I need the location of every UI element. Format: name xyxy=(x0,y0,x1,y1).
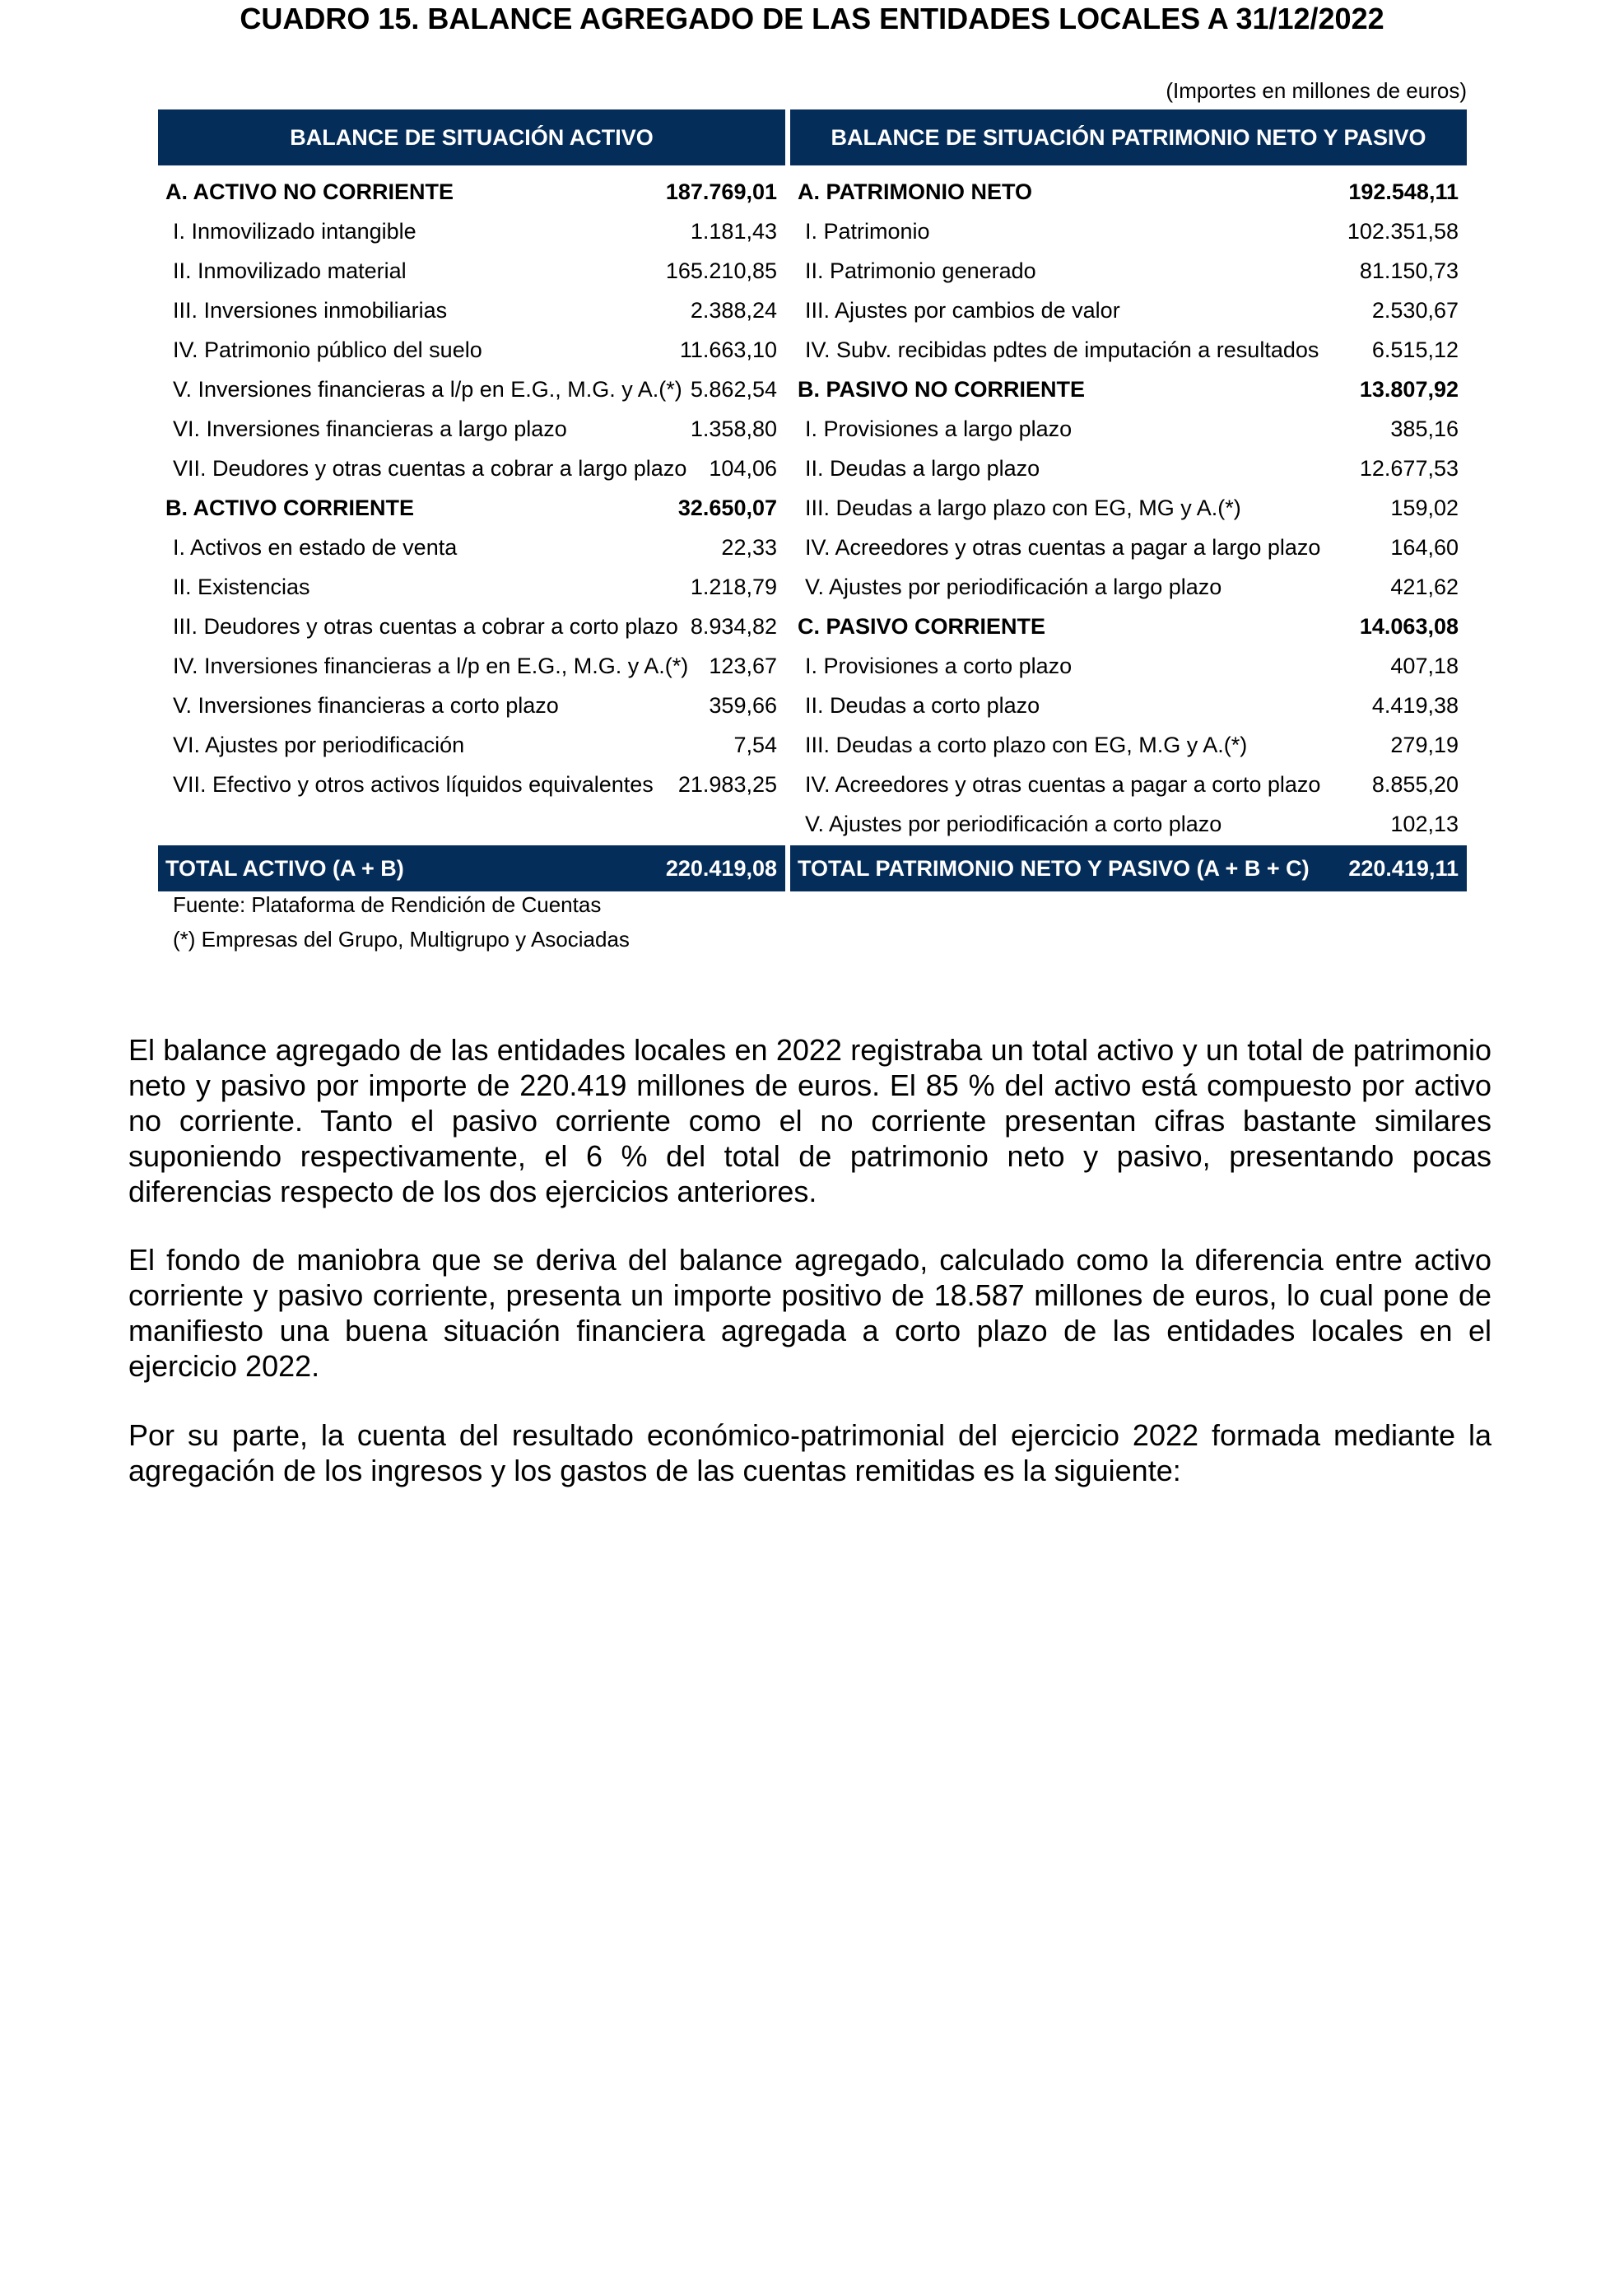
left-row-label: VI. Ajustes por periodificación xyxy=(173,732,465,757)
table-row xyxy=(790,567,1467,607)
table-row xyxy=(790,409,1467,449)
table-row xyxy=(158,646,785,686)
left-row-value: 2.388,24 xyxy=(690,297,777,323)
right-row-value: 12.677,53 xyxy=(1359,455,1459,481)
left-row-value: 187.769,01 xyxy=(665,179,777,204)
left-row-label: VI. Inversiones financieras a largo plazo xyxy=(173,416,567,441)
table-row xyxy=(158,291,785,330)
balance-table xyxy=(158,109,1467,891)
paragraph-3: Por su parte, la cuenta del resultado económico-patrimonial del ejercicio 2022 formada mediante la agregación de los ingresos y los gastos de las cuentas remitidas es la siguiente: xyxy=(128,1418,1491,1487)
table-row xyxy=(790,765,1467,804)
left-row-label: A. ACTIVO NO CORRIENTE xyxy=(165,179,454,204)
right-row-value: 164,60 xyxy=(1390,534,1459,560)
right-row-label: B. PASIVO NO CORRIENTE xyxy=(798,376,1086,402)
left-row-label: IV. Inversiones financieras a l/p en E.G., M.G. y A.(*) xyxy=(173,653,689,678)
source-note: Fuente: Plataforma de Rendición de Cuentas xyxy=(173,892,602,917)
left-row-value: 5.862,54 xyxy=(690,376,777,402)
table-row xyxy=(158,804,785,844)
table-row xyxy=(790,607,1467,646)
table-row xyxy=(790,686,1467,725)
table-row xyxy=(790,804,1467,844)
header-equity-liabilities: BALANCE DE SITUACIÓN PATRIMONIO NETO Y PASIVO xyxy=(790,109,1467,165)
right-row-label: C. PASIVO CORRIENTE xyxy=(798,613,1046,639)
table-row xyxy=(158,725,785,765)
right-row-label: III. Deudas a largo plazo con EG, MG y A.(*) xyxy=(805,495,1241,520)
right-row-value: 14.063,08 xyxy=(1359,613,1459,639)
table-row xyxy=(158,172,785,212)
table-row xyxy=(158,765,785,804)
left-row-value: 104,06 xyxy=(709,455,777,481)
left-row-label: IV. Patrimonio público del suelo xyxy=(173,337,482,362)
table-body xyxy=(158,165,1467,844)
table-row xyxy=(790,212,1467,251)
left-row-value: 22,33 xyxy=(721,534,777,560)
left-row-label: II. Existencias xyxy=(173,574,310,599)
table-row xyxy=(158,607,785,646)
total-equity-liabilities-label: TOTAL PATRIMONIO NETO Y PASIVO (A + B + C) xyxy=(798,855,1310,881)
left-row-value: 21.983,25 xyxy=(677,771,777,797)
paragraph-1: El balance agregado de las entidades locales en 2022 registraba un total activo y un total de patrimonio neto y pasivo por importe de 220.419 millones de euros. El 85 % del activo está compuesto por activo no corriente. Tanto el pasivo corriente como el no corriente presentan cifras bastante similares suponiendo respectivamente, el 6 % del total de patrimonio neto y pasivo, presentando pocas diferencias respecto de los dos ejercicios anteriores. xyxy=(128,1033,1491,1208)
right-row-label: IV. Acreedores y otras cuentas a pagar a largo plazo xyxy=(805,534,1321,560)
right-row-value: 421,62 xyxy=(1390,574,1459,599)
left-row-value: 165.210,85 xyxy=(665,258,777,283)
total-equity-liabilities xyxy=(790,845,1467,891)
table-row xyxy=(790,528,1467,567)
right-row-value: 81.150,73 xyxy=(1359,258,1459,283)
right-row-value: 4.419,38 xyxy=(1371,692,1459,718)
right-row-label: A. PATRIMONIO NETO xyxy=(798,179,1033,204)
table-title: CUADRO 15. BALANCE AGREGADO DE LAS ENTIDADES LOCALES A 31/12/2022 xyxy=(240,2,1384,35)
right-row-label: I. Patrimonio xyxy=(805,218,930,244)
right-row-value: 102.351,58 xyxy=(1347,218,1459,244)
left-row-label: VII. Efectivo y otros activos líquidos equivalentes xyxy=(173,771,654,797)
left-row-value: 11.663,10 xyxy=(679,337,777,362)
total-assets-value: 220.419,08 xyxy=(665,855,777,881)
table-row xyxy=(158,488,785,528)
table-row xyxy=(790,449,1467,488)
table-row xyxy=(158,212,785,251)
left-row-value: 359,66 xyxy=(709,692,777,718)
table-row xyxy=(790,725,1467,765)
table-row xyxy=(790,488,1467,528)
left-row-label: I. Inmovilizado intangible xyxy=(173,218,416,244)
left-row-value: 32.650,07 xyxy=(677,495,777,520)
right-row-label: V. Ajustes por periodificación a corto plazo xyxy=(805,811,1222,836)
right-row-value: 102,13 xyxy=(1390,811,1459,836)
right-row-label: II. Deudas a largo plazo xyxy=(805,455,1040,481)
table-row xyxy=(790,370,1467,409)
right-row-label: V. Ajustes por periodificación a largo plazo xyxy=(805,574,1222,599)
paragraph-2: El fondo de maniobra que se deriva del balance agregado, calculado como la diferencia entre activo corriente y pasivo corriente, presenta un importe positivo de 18.587 millones de euros, lo cual pone de manifiesto una buena situación financiera agregada a corto plazo de las entidades locales en el ejercicio 2022. xyxy=(128,1243,1491,1383)
table-row xyxy=(158,251,785,291)
left-row-value: 123,67 xyxy=(709,653,777,678)
right-row-value: 159,02 xyxy=(1390,495,1459,520)
left-row-label: II. Inmovilizado material xyxy=(173,258,407,283)
right-row-value: 8.855,20 xyxy=(1371,771,1459,797)
table-row xyxy=(158,409,785,449)
table-row xyxy=(158,528,785,567)
assets-column xyxy=(158,172,785,844)
units-note: (Importes en millones de euros) xyxy=(1166,78,1467,103)
total-equity-liabilities-value: 220.419,11 xyxy=(1348,855,1459,881)
footnote: (*) Empresas del Grupo, Multigrupo y Asociadas xyxy=(173,927,630,952)
total-assets xyxy=(158,845,785,891)
left-row-label: III. Deudores y otras cuentas a cobrar a corto plazo xyxy=(173,613,678,639)
header-assets: BALANCE DE SITUACIÓN ACTIVO xyxy=(158,109,785,165)
total-assets-label: TOTAL ACTIVO (A + B) xyxy=(165,855,404,881)
table-row xyxy=(790,646,1467,686)
right-row-label: II. Patrimonio generado xyxy=(805,258,1036,283)
left-row-value: 1.218,79 xyxy=(690,574,777,599)
table-header xyxy=(158,109,1467,165)
right-row-label: III. Deudas a corto plazo con EG, M.G y A.(*) xyxy=(805,732,1248,757)
table-totals xyxy=(158,845,1467,891)
table-notes xyxy=(173,887,630,956)
right-row-value: 279,19 xyxy=(1390,732,1459,757)
table-row xyxy=(158,449,785,488)
left-row-value: 1.181,43 xyxy=(690,218,777,244)
table-row xyxy=(790,291,1467,330)
left-row-label: V. Inversiones financieras a corto plazo xyxy=(173,692,559,718)
table-row xyxy=(790,172,1467,212)
table-row xyxy=(158,686,785,725)
right-row-label: III. Ajustes por cambios de valor xyxy=(805,297,1120,323)
left-row-label: V. Inversiones financieras a l/p en E.G., M.G. y A.(*) xyxy=(173,376,682,402)
left-row-value: 8.934,82 xyxy=(690,613,777,639)
left-row-label: III. Inversiones inmobiliarias xyxy=(173,297,448,323)
right-row-label: II. Deudas a corto plazo xyxy=(805,692,1040,718)
left-row-label: I. Activos en estado de venta xyxy=(173,534,458,560)
left-row-label: B. ACTIVO CORRIENTE xyxy=(165,495,415,520)
table-row xyxy=(158,567,785,607)
left-row-value: 1.358,80 xyxy=(690,416,777,441)
left-row-label: VII. Deudores y otras cuentas a cobrar a largo plazo xyxy=(173,455,687,481)
right-row-value: 407,18 xyxy=(1390,653,1459,678)
equity-liabilities-column xyxy=(790,172,1467,844)
left-row-value: 7,54 xyxy=(733,732,777,757)
right-row-value: 6.515,12 xyxy=(1371,337,1459,362)
right-row-label: I. Provisiones a largo plazo xyxy=(805,416,1073,441)
table-row xyxy=(790,251,1467,291)
right-row-label: I. Provisiones a corto plazo xyxy=(805,653,1073,678)
right-row-label: IV. Acreedores y otras cuentas a pagar a corto plazo xyxy=(805,771,1321,797)
table-row xyxy=(158,330,785,370)
right-row-label: IV. Subv. recibidas pdtes de imputación a resultados xyxy=(805,337,1319,362)
right-row-value: 2.530,67 xyxy=(1371,297,1459,323)
right-row-value: 192.548,11 xyxy=(1348,179,1459,204)
right-row-value: 385,16 xyxy=(1390,416,1459,441)
table-row xyxy=(790,330,1467,370)
right-row-value: 13.807,92 xyxy=(1359,376,1459,402)
table-row xyxy=(158,370,785,409)
